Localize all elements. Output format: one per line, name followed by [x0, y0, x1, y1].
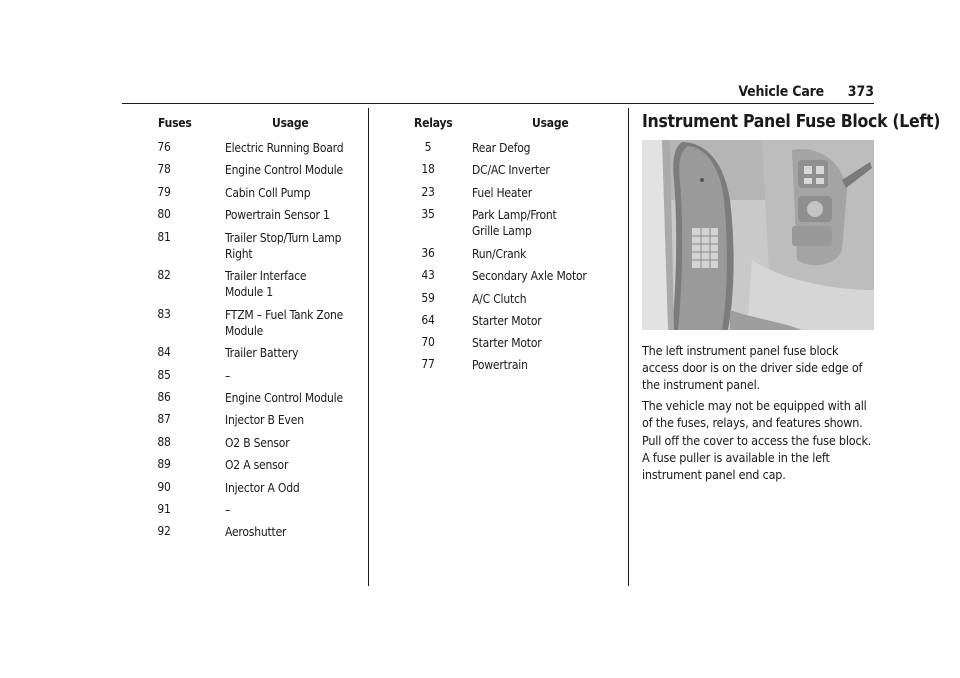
- row-usage-line1: Park Lamp/Front: [472, 207, 557, 222]
- row-usage-line1: Starter Motor: [472, 336, 542, 351]
- row-usage-line1: Secondary Axle Motor: [472, 269, 587, 284]
- column-divider-1: [368, 108, 369, 586]
- row-usage: [472, 140, 530, 156]
- row-number: 64: [421, 312, 435, 327]
- row-usage-line1: FTZM – Fuel Tank Zone: [225, 307, 344, 322]
- section-heading: Instrument Panel Fuse Block (Left): [642, 112, 941, 132]
- row-number: 5: [424, 140, 432, 154]
- row-usage-line1: Injector B Even: [225, 413, 304, 428]
- row-usage: [225, 502, 230, 518]
- row-usage: [225, 185, 310, 201]
- header-rule: [122, 103, 874, 104]
- row-usage-line1: Rear Defog: [472, 141, 531, 155]
- row-usage: [225, 140, 343, 156]
- row-number: 85: [157, 367, 171, 382]
- row-number: 89: [157, 457, 171, 472]
- row-usage-line1: Powertrain: [472, 358, 528, 373]
- row-usage-line1: Electric Running Board: [225, 141, 344, 155]
- row-number: 23: [421, 184, 435, 199]
- row-usage: [225, 480, 300, 496]
- row-usage: [472, 162, 550, 178]
- relays-usage-column-header: Usage: [532, 116, 569, 130]
- row-number: 77: [421, 357, 435, 372]
- row-usage-line1: Injector A Odd: [225, 480, 300, 495]
- row-number: 59: [421, 290, 435, 305]
- row-usage: [225, 390, 343, 406]
- row-usage-line2: Grille Lamp: [472, 223, 532, 238]
- row-usage-line1: Aeroshutter: [225, 525, 287, 540]
- row-number: 76: [157, 140, 171, 154]
- row-usage: [472, 207, 557, 239]
- row-usage: [225, 412, 304, 428]
- row-usage: [472, 268, 587, 284]
- row-usage-line1: O2 A sensor: [225, 458, 289, 473]
- row-number: 84: [157, 345, 171, 360]
- running-header: [122, 84, 874, 104]
- row-number: 81: [157, 229, 171, 244]
- row-usage: [225, 268, 306, 300]
- row-number: 92: [157, 524, 171, 539]
- row-usage-line1: Powertrain Sensor 1: [225, 208, 330, 223]
- row-usage-line1: Engine Control Module: [225, 390, 343, 405]
- row-number: 86: [157, 389, 171, 404]
- row-usage: [225, 524, 286, 540]
- row-number: 88: [157, 434, 171, 449]
- row-number: 35: [421, 206, 435, 221]
- row-usage-line1: O2 B Sensor: [225, 435, 290, 450]
- fuse-block-illustration: [642, 140, 874, 330]
- row-usage-line2: Module 1: [225, 285, 273, 300]
- row-usage-line1: A/C Clutch: [472, 291, 527, 306]
- row-number: 91: [157, 501, 171, 516]
- row-number: 80: [157, 207, 171, 222]
- row-usage-line1: Trailer Battery: [225, 346, 299, 361]
- fuses-usage-column-header: Usage: [272, 116, 309, 130]
- row-usage-line2: Right: [225, 246, 253, 261]
- row-usage: [472, 246, 526, 262]
- row-usage: [225, 368, 230, 384]
- page-number: 373: [847, 84, 874, 100]
- row-number: 83: [157, 306, 171, 321]
- row-usage-line1: Trailer Interface: [225, 269, 307, 284]
- section-title: Vehicle Care: [738, 84, 824, 100]
- row-number: 70: [421, 335, 435, 350]
- row-usage-line1: Run/Crank: [472, 246, 527, 261]
- row-usage: [472, 291, 526, 307]
- row-usage-line1: Engine Control Module: [225, 163, 343, 178]
- paragraph-access-door: The left instrument panel fuse block access door is on the driver side edge of the instrument panel.: [642, 343, 863, 392]
- column-divider-2: [628, 108, 629, 586]
- row-number: 18: [421, 162, 435, 177]
- row-number: 87: [157, 412, 171, 427]
- row-usage-line2: Module: [225, 323, 264, 338]
- relays-table: [410, 116, 625, 416]
- row-usage-line1: Starter Motor: [472, 313, 542, 328]
- row-number: 90: [157, 479, 171, 494]
- row-usage-line1: –: [225, 502, 231, 517]
- row-usage: [225, 230, 341, 262]
- paragraph-cover-instructions: Pull off the cover to access the fuse block. A fuse puller is available in the left instrument panel end cap.: [642, 433, 872, 482]
- fuses-column-header: Fuses: [158, 116, 192, 130]
- row-usage-line1: –: [225, 368, 231, 383]
- row-number: 82: [157, 268, 171, 283]
- row-usage: [225, 457, 288, 473]
- row-usage: [472, 313, 541, 329]
- row-usage-line1: Cabin Coll Pump: [225, 185, 311, 200]
- row-usage: [225, 207, 330, 223]
- row-usage: [225, 307, 343, 339]
- row-number: 43: [421, 268, 435, 283]
- row-usage: [225, 435, 289, 451]
- row-number: 36: [421, 245, 435, 260]
- paragraph-equipment-note: The vehicle may not be equipped with all of the fuses, relays, and features shown.: [642, 398, 867, 430]
- row-number: 78: [157, 162, 171, 177]
- fuses-table: [150, 116, 365, 556]
- row-usage-line1: DC/AC Inverter: [472, 163, 550, 178]
- row-number: 79: [157, 184, 171, 199]
- relays-column-header: Relays: [414, 116, 453, 130]
- row-usage: [472, 357, 528, 373]
- row-usage: [472, 335, 541, 351]
- row-usage-line1: Trailer Stop/Turn Lamp: [225, 230, 342, 245]
- row-usage-line1: Fuel Heater: [472, 185, 532, 200]
- row-usage: [225, 162, 343, 178]
- row-usage: [225, 345, 298, 361]
- row-usage: [472, 185, 532, 201]
